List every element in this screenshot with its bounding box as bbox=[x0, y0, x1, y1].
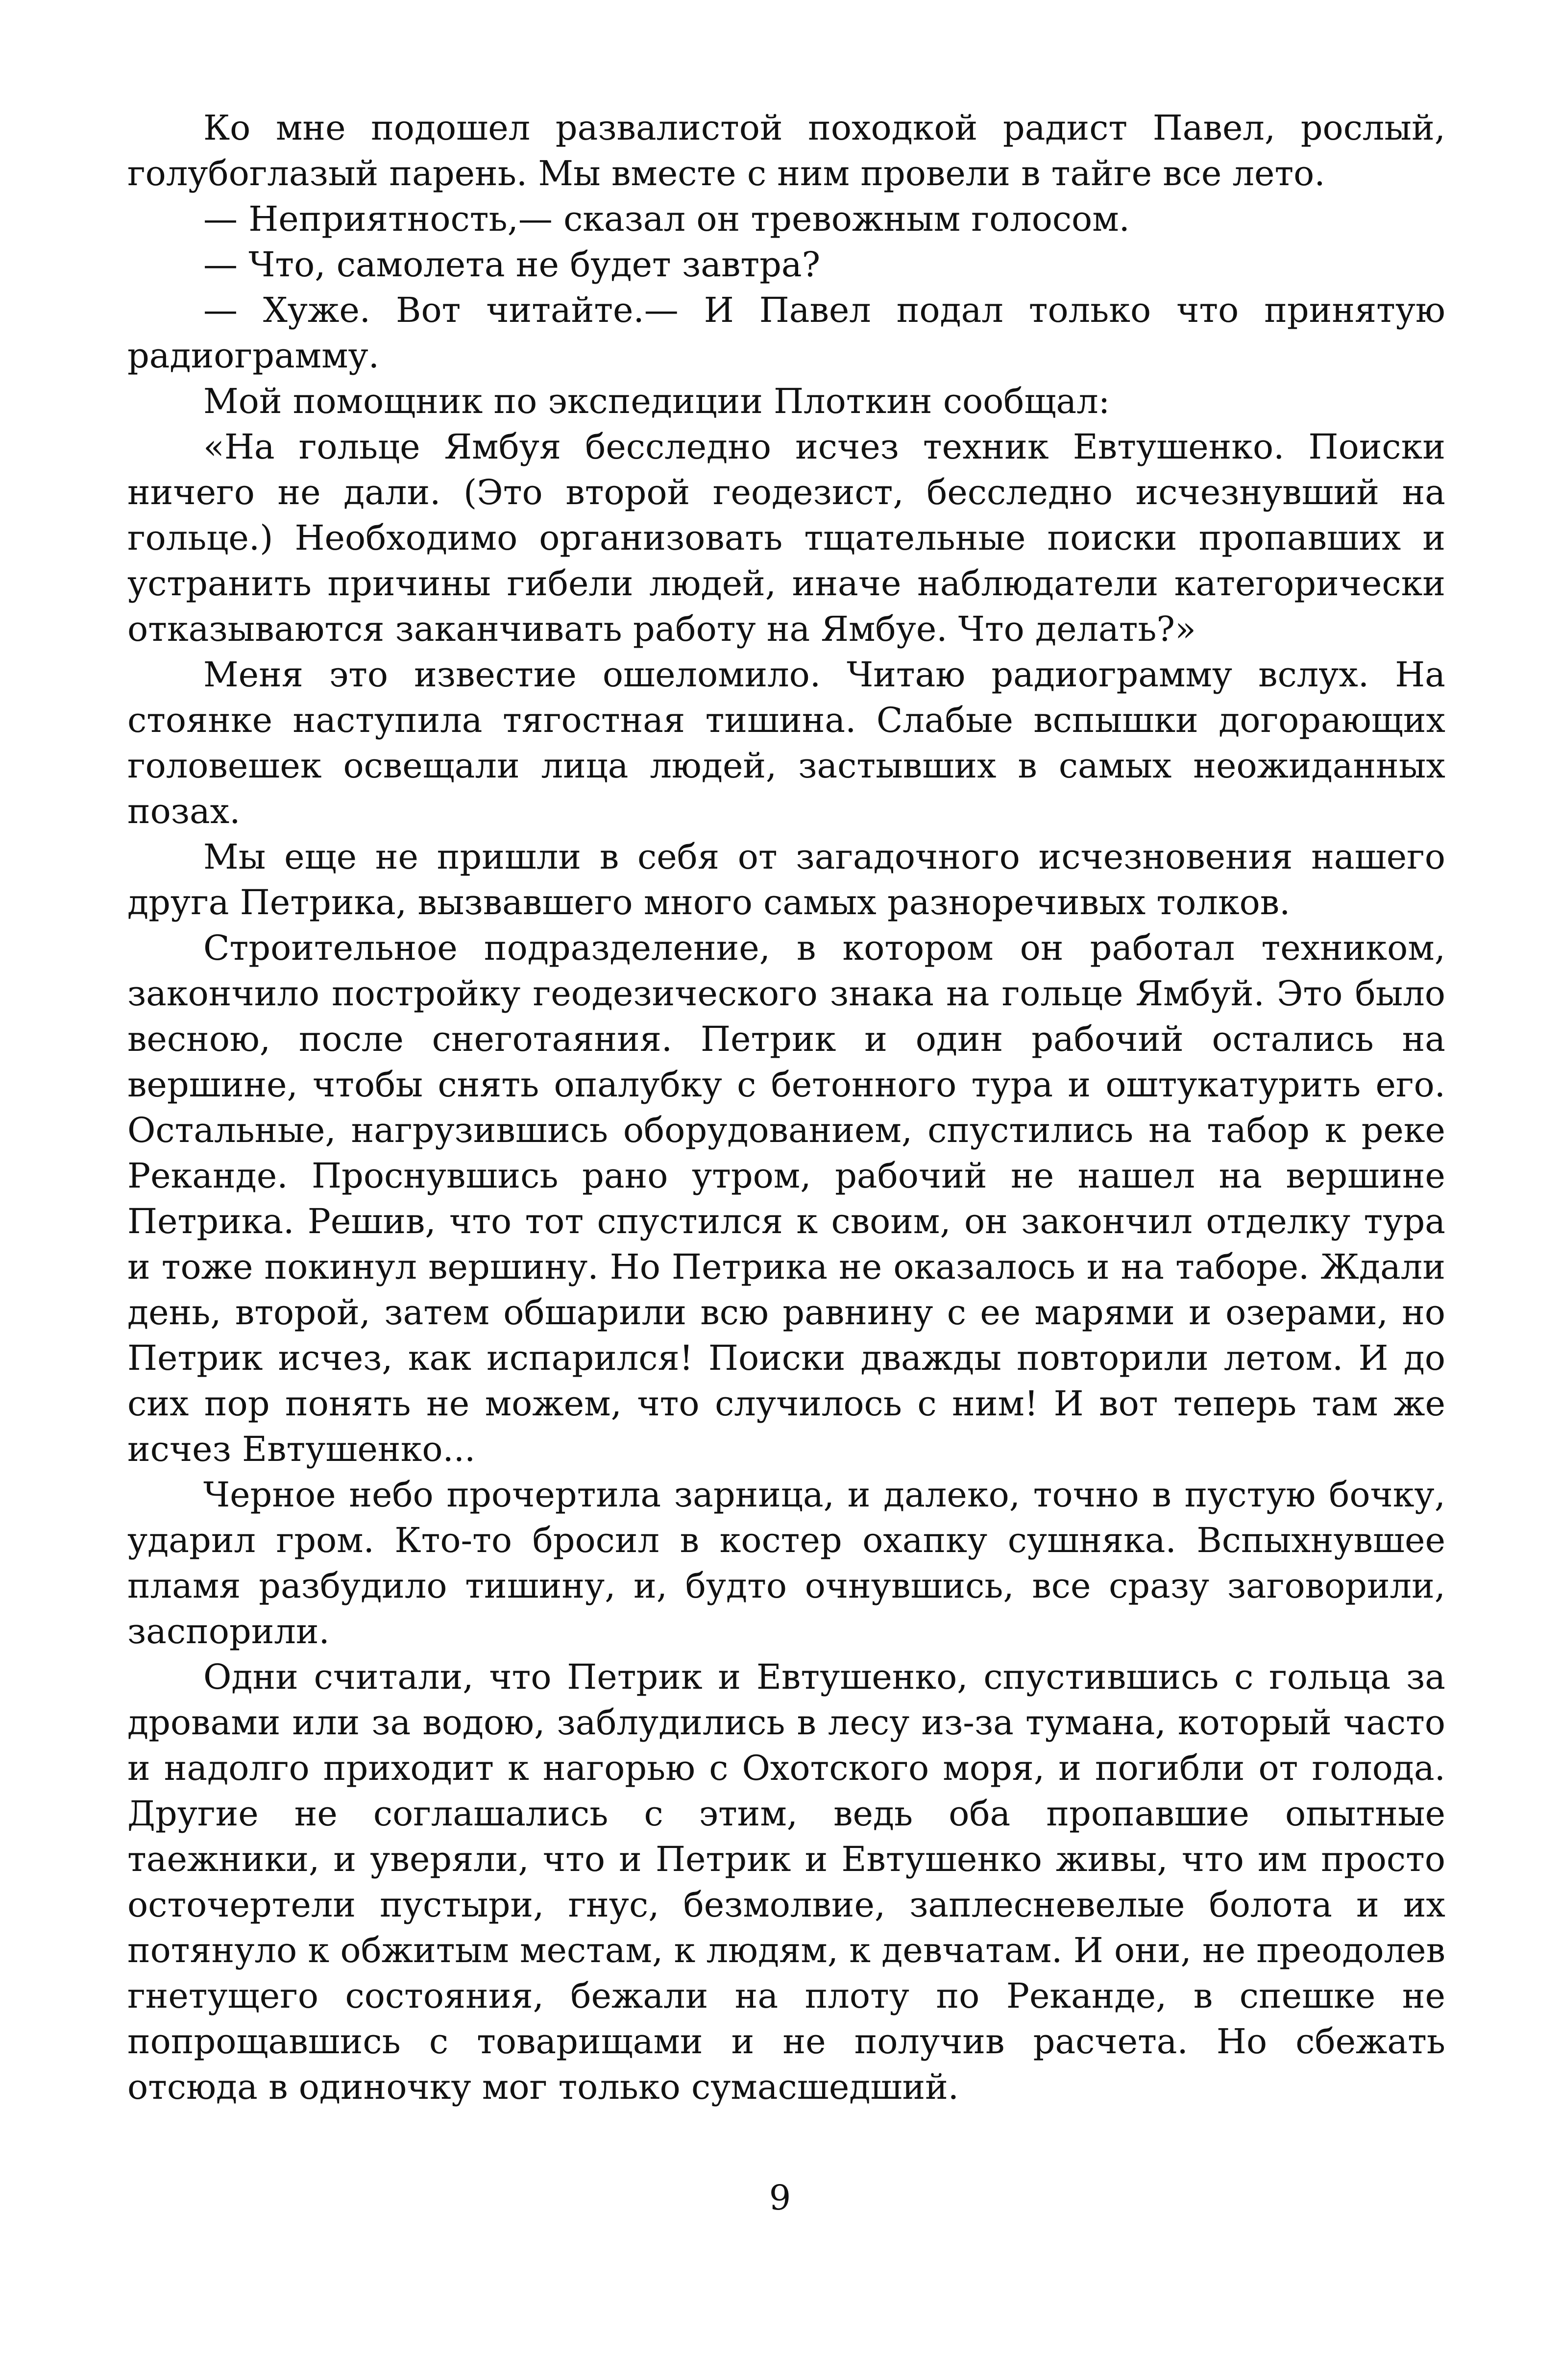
page-number: 9 bbox=[769, 2178, 791, 2218]
paragraph-1: Ко мне подошел развалистой походкой радист Павел, рослый, голубоглазый парень. Мы вместе с ним провели в тайге все лето. bbox=[127, 108, 1445, 194]
paragraph-11: Одни считали, что Петрик и Евтушенко, спустившись с гольца за дровами или за водою, заблудились в лесу из-за тумана, который часто и надолго приходит к нагорью с Охотского моря, и погибли от голода. Другие не соглашались с этим, ведь оба пропавшие опытные таежники, и уверяли, что и Петрик и Евтушенко живы, что им просто осточертели пустыри, гнус, безмолвие, заплесневелые болота и их потянуло к обжитым местам, к людям, к девчатам. И они, не преодолев гнетущего состояния, бежали на плоту по Реканде, в спешке не попрощавшись с товарищами и не получив расчета. Но сбежать отсюда в одиночку мог только сумасшедший. bbox=[127, 1657, 1445, 2107]
paragraph-4: — Хуже. Вот читайте.— И Павел подал только что принятую радиограмму. bbox=[127, 290, 1445, 376]
page-body bbox=[127, 105, 1445, 2110]
paragraph-5: Мой помощник по экспедиции Плоткин сообщал: bbox=[203, 381, 1110, 421]
paragraph-3: — Что, самолета не будет завтра? bbox=[203, 244, 821, 285]
paragraph-6: «На гольце Ямбуя бесследно исчез техник Евтушенко. Поиски ничего не дали. (Это второй геодезист, бесследно исчезнувший на гольце.) Необходимо организовать тщательные поиски пропавших и устранить причины гибели людей, иначе наблюдатели категорически отказываются заканчивать работу на Ямбуе. Что делать?» bbox=[127, 427, 1445, 649]
paragraph-10: Черное небо прочертила зарница, и далеко, точно в пустую бочку, ударил гром. Кто-то бросил в костер охапку сушняка. Вспыхнувшее пламя разбудило тишину, и, будто очнувшись, все сразу заговорили, заспорили. bbox=[127, 1475, 1445, 1651]
paragraph-9: Строительное подразделение, в котором он работал техником, закончило постройку геодезического знака на гольце Ямбуй. Это было весною, после снеготаяния. Петрик и один рабочий остались на вершине, чтобы снять опалубку с бетонного тура и оштукатурить его. Остальные, нагрузившись оборудованием, спустились на табор к реке Реканде. Проснувшись рано утром, рабочий не нашел на вершине Петрика. Решив, что тот спустился к своим, он закончил отделку тура и тоже покинул вершину. Но Петрика не оказалось и на таборе. Ждали день, второй, затем обшарили всю равнину с ее марями и озерами, но Петрик исчез, как испарился! Поиски дважды повторили летом. И до сих пор понять не можем, что случилось с ним! И вот теперь там же исчез Евтушенко... bbox=[127, 928, 1445, 1469]
paragraph-8: Мы еще не пришли в себя от загадочного исчезновения нашего друга Петрика, вызвавшего много самых разноречивых толков. bbox=[127, 837, 1445, 923]
paragraph-7: Меня это известие ошеломило. Читаю радиограмму вслух. На стоянке наступила тягостная тишина. Слабые вспышки догорающих головешек освещали лица людей, застывших в самых неожиданных позах. bbox=[127, 655, 1445, 831]
paragraph-2: — Неприятность,— сказал он тревожным голосом. bbox=[203, 199, 1130, 239]
